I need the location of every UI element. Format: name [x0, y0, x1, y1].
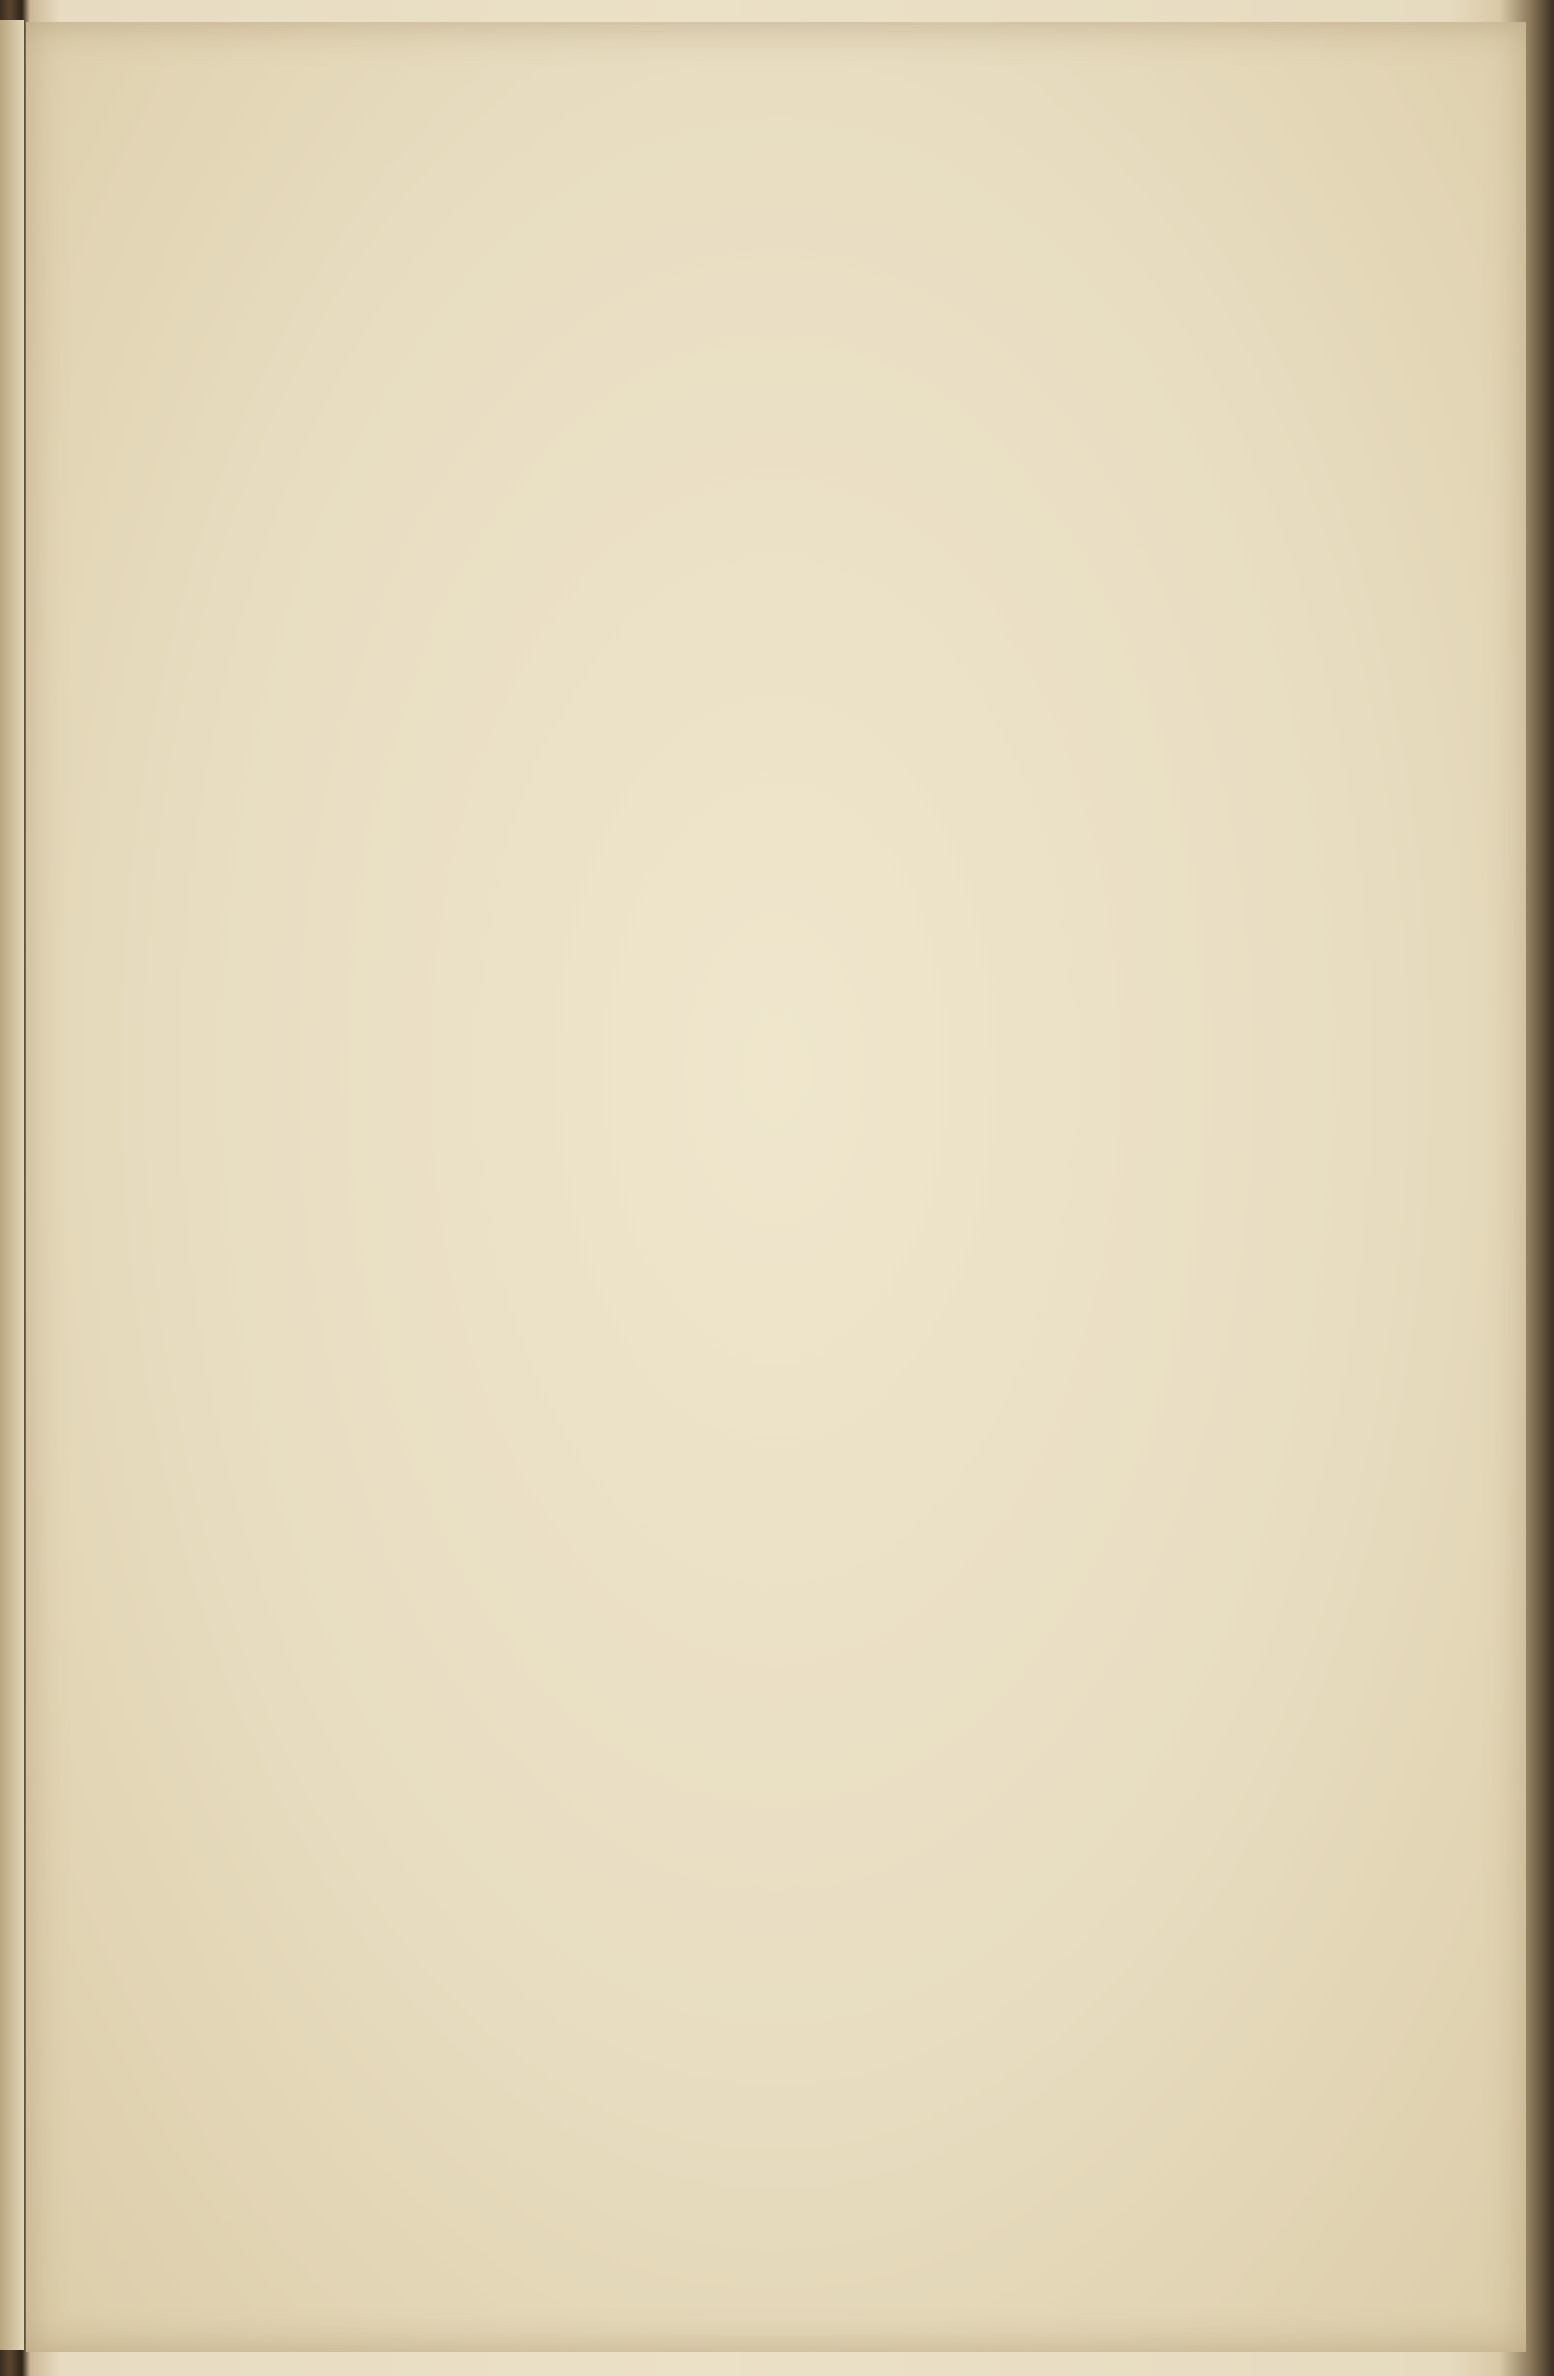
- bleed-through-text: [1100, 96, 1420, 146]
- facing-page-edge: [0, 20, 24, 2350]
- running-title: [462, 82, 1102, 152]
- folio-number: [1320, 112, 1370, 172]
- page-leaf: [26, 22, 1526, 2352]
